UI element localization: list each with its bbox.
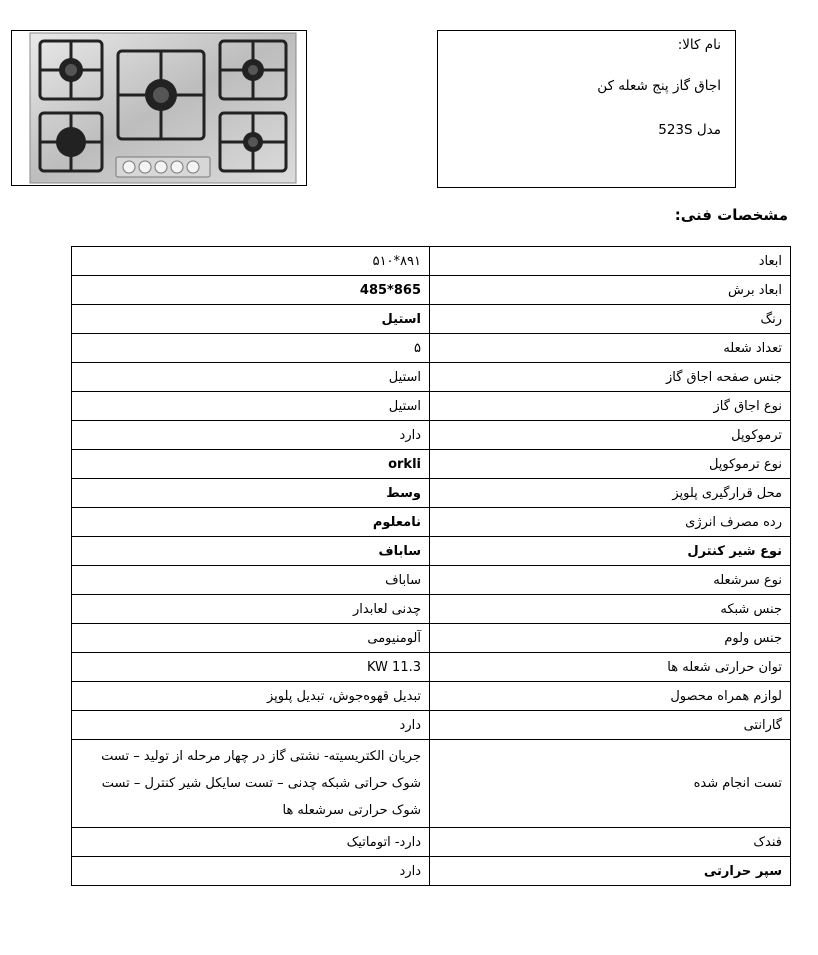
table-row: [72, 305, 791, 334]
spec-value: وسط: [72, 479, 430, 508]
spec-value: نامعلوم: [72, 508, 430, 537]
spec-key: توان حرارتی شعله ها: [430, 653, 791, 682]
spec-value: استیل: [72, 305, 430, 334]
spec-key: جنس ولوم: [430, 624, 791, 653]
product-name: اجاق گاز پنج شعله کن: [597, 78, 721, 94]
spec-value: چدنی لعابدار: [72, 595, 430, 624]
table-row: [72, 247, 791, 276]
specs-table: [71, 246, 791, 886]
spec-key: تست انجام شده: [430, 740, 791, 828]
table-row: [72, 450, 791, 479]
table-row: [72, 334, 791, 363]
table-row: [72, 566, 791, 595]
specs-heading: مشخصات فنی:: [674, 206, 788, 224]
table-row: [72, 682, 791, 711]
product-name-label: نام کالا:: [677, 37, 721, 53]
table-row: [72, 421, 791, 450]
spec-value: ساباف: [72, 566, 430, 595]
table-row: [72, 653, 791, 682]
table-row: [72, 508, 791, 537]
spec-value: دارد: [72, 857, 430, 886]
spec-value: آلومنیومی: [72, 624, 430, 653]
spec-key: لوازم همراه محصول: [430, 682, 791, 711]
product-model: مدل 523S: [658, 122, 721, 138]
spec-key: نوع سرشعله: [430, 566, 791, 595]
product-info-box: [437, 30, 736, 188]
table-row: [72, 624, 791, 653]
spec-key: ترموکوپل: [430, 421, 791, 450]
table-row: [72, 740, 791, 828]
spec-key: تعداد شعله: [430, 334, 791, 363]
table-row: [72, 711, 791, 740]
product-photo: [11, 30, 307, 186]
table-row: [72, 595, 791, 624]
spec-value: دارد: [72, 421, 430, 450]
spec-value: ساباف: [72, 537, 430, 566]
spec-value: استیل: [72, 392, 430, 421]
spec-key: گارانتی: [430, 711, 791, 740]
spec-key: نوع اجاق گاز: [430, 392, 791, 421]
table-row: [72, 828, 791, 857]
spec-value: استیل: [72, 363, 430, 392]
spec-value: جریان الکتریسیته- نشتی گاز در چهار مرحله از تولید – تست شوک حراتی شبکه چدنی – تست سایکل شیر کنترل – تست شوک حرارتی سرشعله ها: [72, 740, 430, 828]
spec-key: رنگ: [430, 305, 791, 334]
spec-key: نوع ترموکوپل: [430, 450, 791, 479]
table-row: [72, 537, 791, 566]
spec-key: سپر حرارتی: [430, 857, 791, 886]
table-row: [72, 479, 791, 508]
gas-stove-image: [12, 31, 306, 185]
spec-value: 11.3 KW: [72, 653, 430, 682]
spec-key: فندک: [430, 828, 791, 857]
spec-key: ابعاد برش: [430, 276, 791, 305]
spec-value: دارد: [72, 711, 430, 740]
spec-value: 865*485: [72, 276, 430, 305]
spec-value: orkli: [72, 450, 430, 479]
spec-value: ۸۹۱*۵۱۰: [72, 247, 430, 276]
spec-key: رده مصرف انرژی: [430, 508, 791, 537]
spec-key: ابعاد: [430, 247, 791, 276]
table-row: [72, 276, 791, 305]
table-row: [72, 392, 791, 421]
spec-key: جنس شبکه: [430, 595, 791, 624]
spec-value: ۵: [72, 334, 430, 363]
table-row: [72, 363, 791, 392]
spec-key: نوع شیر کنترل: [430, 537, 791, 566]
spec-value: تبدیل قهوه‌جوش، تبدیل پلوپز: [72, 682, 430, 711]
spec-key: محل قرارگیری پلوپز: [430, 479, 791, 508]
table-row: [72, 857, 791, 886]
spec-key: جنس صفحه اجاق گاز: [430, 363, 791, 392]
spec-value: دارد- اتوماتیک: [72, 828, 430, 857]
